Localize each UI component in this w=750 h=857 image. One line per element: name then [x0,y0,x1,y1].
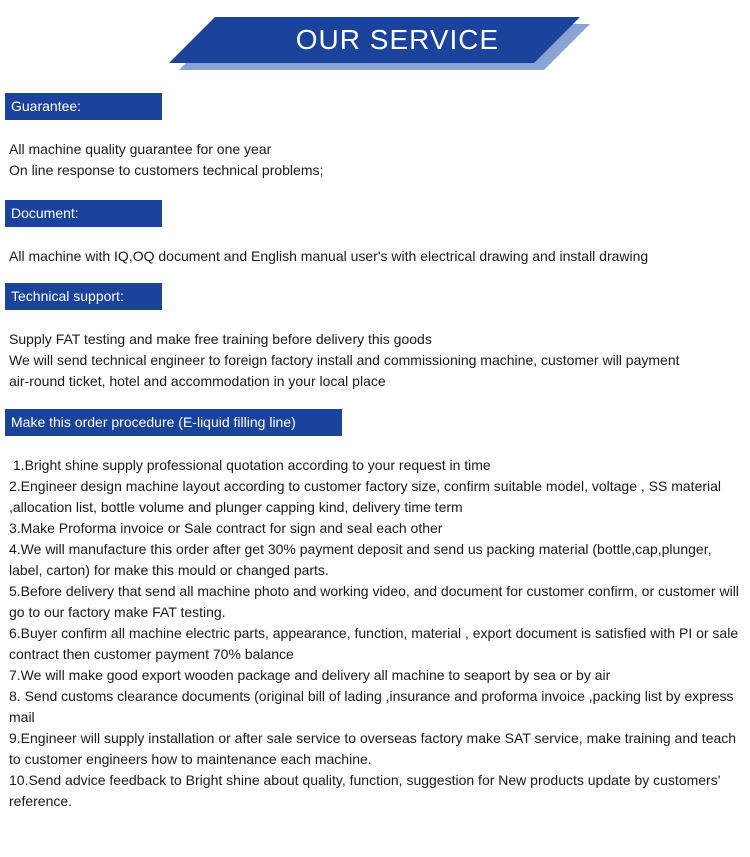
body-text-line: 9.Engineer will supply installation or after sale service to overseas factory make SAT service, make training and teach [9,730,737,746]
body-text-line: go to our factory make FAT testing. [9,604,226,620]
section-body [9,455,750,812]
body-text-line: We will send technical engineer to foreign factory install and commissioning machine, customer will payment [9,352,680,368]
section-technical-support [0,283,750,392]
body-text-line: Supply FAT testing and make free training before delivery this goods [9,331,432,347]
section-heading-bar: Document: [5,200,162,227]
body-text-line: 5.Before delivery that send all machine photo and working video, and document for customer confirm, or customer will [9,583,739,599]
body-text-line: 4.We will manufacture this order after get 30% payment deposit and send us packing material (bottle,cap,plunger, [9,541,712,557]
body-text-line: 10.Send advice feedback to Bright shine about quality, function, suggestion for New products update by customers' [9,772,721,788]
section-heading-bar: Guarantee: [5,93,162,120]
section-guarantee [0,93,750,181]
body-text-line: All machine with IQ,OQ document and English manual user's with electrical drawing and install drawing [9,248,649,264]
section-body [9,329,750,392]
body-text-line: reference. [9,793,73,809]
body-text-line: label, carton) for make this mould or changed parts. [9,562,329,578]
body-text-line: 2.Engineer design machine layout according to customer factory size, confirm suitable model, voltage , SS material [9,478,722,494]
page-title: OUR SERVICE [295,24,500,55]
section-heading-bar: Make this order procedure (E-liquid filling line) [5,409,342,436]
body-text-line: All machine quality guarantee for one year [9,141,272,157]
section-order-procedure [0,409,750,812]
body-text-line: ,allocation list, bottle volume and plunger capping kind, delivery time term [9,499,463,515]
section-heading-bar: Technical support: [5,283,162,310]
body-text-line: mail [9,709,35,725]
section-body [9,139,750,181]
body-text-line: On line response to customers technical problems; [9,162,324,178]
body-text-line: to customer engineers how to maintenance each machine. [9,751,372,767]
body-text-line: air-round ticket, hotel and accommodation in your local place [9,373,386,389]
body-text-line: 6.Buyer confirm all machine electric parts, appearance, function, material , export document is satisfied with PI or sale [9,625,739,641]
body-text-line: 7.We will make good export wooden package and delivery all machine to seaport by sea or by air [9,667,611,683]
section-document [0,200,750,267]
body-text-line: 3.Make Proforma invoice or Sale contract for sign and seal each other [9,520,443,536]
body-text-line: contract then customer payment 70% balance [9,646,294,662]
section-body [9,246,750,267]
body-text-line: 1.Bright shine supply professional quotation according to your request in time [9,457,491,473]
body-text-line: 8. Send customs clearance documents (original bill of lading ,insurance and proforma invoice ,packing list by express [9,688,734,704]
